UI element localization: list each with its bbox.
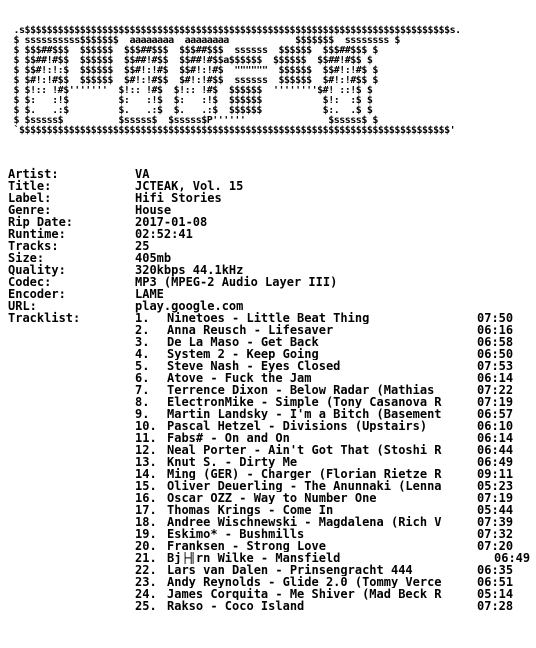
info-label: Rip Date: xyxy=(8,215,74,229)
track-row xyxy=(135,600,535,612)
info-label: Runtime: xyxy=(8,227,66,241)
track-title: Lars van Dalen - Prinsengracht 444 xyxy=(167,564,413,576)
info-value: LAME xyxy=(135,287,164,301)
info-label: Size: xyxy=(8,251,45,265)
track-duration: 07:39 xyxy=(477,515,514,529)
track-number: 24. xyxy=(135,587,157,601)
banner-line: $ $: :!$ $: :!$ $: :!$ $$$$$$ $!: :$ $ xyxy=(8,95,373,106)
info-label: Label: xyxy=(8,191,52,205)
track-number: 3. xyxy=(135,335,150,349)
track-number: 7. xyxy=(135,383,150,397)
banner-line: `$$$$$$$$$$$$$$$$$$$$$$$$$$$$$$$$$$$$$$$$$$$$$$$$$$$$$$$$$$$$$$$$$$$$$$$$$$$$$$' xyxy=(8,125,456,136)
track-title: Bj├╢rn Wilke - Mansfield xyxy=(167,552,341,564)
banner-line: $ $. .:$ $. .:$ $. .:$ $$$$$$ $:. .$ $ xyxy=(8,105,373,116)
track-duration: 05:23 xyxy=(477,479,514,493)
track-duration: 07:28 xyxy=(477,599,514,613)
track-duration: 07:22 xyxy=(477,383,514,397)
track-number: 18. xyxy=(135,515,157,529)
track-number: 14. xyxy=(135,467,157,481)
track-number: 12. xyxy=(135,443,157,457)
track-duration: 06:14 xyxy=(477,371,514,385)
banner-line: $ $sssss$ $sssss$ $sssss$P'''''' $sssss$ $ xyxy=(8,115,378,126)
track-title: James Corquita - Me Shiver (Mad Beck R xyxy=(167,588,442,600)
info-label: Encoder: xyxy=(8,287,66,301)
track-duration: 05:44 xyxy=(477,503,514,517)
track-row xyxy=(135,348,535,360)
track-row xyxy=(135,564,535,576)
track-duration: 05:14 xyxy=(477,587,514,601)
track-duration: 07:19 xyxy=(477,491,514,505)
track-number: 25. xyxy=(135,599,157,613)
track-title: Andy Reynolds - Glide 2.0 (Tommy Verce xyxy=(167,576,442,588)
track-title: De La Maso - Get Back xyxy=(167,336,319,348)
track-duration: 07:32 xyxy=(477,527,514,541)
track-row xyxy=(135,468,535,480)
track-number: 6. xyxy=(135,371,150,385)
track-number: 16. xyxy=(135,491,157,505)
track-title: Oscar OZZ - Way to Number One xyxy=(167,492,377,504)
track-number: 13. xyxy=(135,455,157,469)
track-duration: 06:49 xyxy=(477,455,514,469)
track-title: Steve Nash - Eyes Closed xyxy=(167,360,341,372)
track-duration: 06:49 xyxy=(494,551,531,565)
info-row xyxy=(8,216,528,228)
track-duration: 06:44 xyxy=(477,443,514,457)
banner-line: $ $!:: !#$''''''' $!:: !#$ $!:: !#$ $$$$$$ ''''''''$#! ::!$ $ xyxy=(8,85,373,96)
track-title: Atove - Fuck the Jam xyxy=(167,372,312,384)
track-number: 15. xyxy=(135,479,157,493)
info-row xyxy=(8,252,528,264)
track-row xyxy=(135,492,535,504)
track-title: Pascal Hetzel - Divisions (Upstairs) xyxy=(167,420,428,432)
track-row xyxy=(135,360,535,372)
track-title: Terrence Dixon - Below Radar (Mathias xyxy=(167,384,435,396)
track-title: Andree Wischnewski - Magdalena (Rich V xyxy=(167,516,442,528)
track-row xyxy=(135,552,535,564)
info-row xyxy=(8,228,528,240)
info-row xyxy=(8,288,528,300)
track-duration: 06:58 xyxy=(477,335,514,349)
track-title: Fabs# - On and On xyxy=(167,432,290,444)
info-value: MP3 (MPEG-2 Audio Layer III) xyxy=(135,275,338,289)
track-number: 20. xyxy=(135,539,157,553)
info-value: VA xyxy=(135,167,150,181)
track-row xyxy=(135,336,535,348)
info-value: 405mb xyxy=(135,251,172,265)
info-row xyxy=(8,204,528,216)
banner-line: $ $$#!:!:$ $$$$$$ $$#!:!#$ $$#!:!#$ """""" $$$$$$ $$#!:!#$ $ xyxy=(8,65,378,76)
track-number: 17. xyxy=(135,503,157,517)
info-label: Artist: xyxy=(8,167,59,181)
track-title: Neal Porter - Ain't Got That (Stoshi R xyxy=(167,444,442,456)
track-title: Franksen - Strong Love xyxy=(167,540,326,552)
track-number: 2. xyxy=(135,323,150,337)
track-row xyxy=(135,384,535,396)
info-value: Hifi Stories xyxy=(135,191,222,205)
banner-line: $ $$##!#$$ $$$$$$ $$##!#$$ $$##!#$$a$$$$$$ $$$$$$ $$##!#$$ $ xyxy=(8,55,373,66)
track-title: Anna Reusch - Lifesaver xyxy=(167,324,334,336)
track-number: 10. xyxy=(135,419,157,433)
track-row xyxy=(135,504,535,516)
track-duration: 07:53 xyxy=(477,359,514,373)
track-title: ElectronMike - Simple (Tony Casanova R xyxy=(167,396,442,408)
info-value: 320kbps 44.1kHz xyxy=(135,263,244,277)
info-label: URL: xyxy=(8,299,37,313)
track-duration: 06:57 xyxy=(477,407,514,421)
track-duration: 07:20 xyxy=(477,539,514,553)
banner-line: $ ssssssssss$$$$$$$ aaaaaaaa aaaaaaaa $$$$$$$ ssssssss $ xyxy=(8,35,400,46)
track-number: 4. xyxy=(135,347,150,361)
info-label: Codec: xyxy=(8,275,52,289)
track-duration: 06:10 xyxy=(477,419,514,433)
track-number: 5. xyxy=(135,359,150,373)
info-row xyxy=(8,168,528,180)
info-value: play.google.com xyxy=(135,299,244,313)
track-row xyxy=(135,372,535,384)
track-row xyxy=(135,420,535,432)
track-duration: 06:51 xyxy=(477,575,514,589)
track-number: 21. xyxy=(135,551,157,565)
track-title: Martin Landsky - I'm a Bitch (Basement xyxy=(167,408,442,420)
track-duration: 07:50 xyxy=(477,311,514,325)
info-value: JCTEAK, Vol. 15 xyxy=(135,179,244,193)
track-number: 23. xyxy=(135,575,157,589)
track-row xyxy=(135,588,535,600)
track-row xyxy=(135,408,535,420)
info-value: 02:52:41 xyxy=(135,227,193,241)
track-duration: 06:14 xyxy=(477,431,514,445)
track-duration: 07:19 xyxy=(477,395,514,409)
info-label: Title: xyxy=(8,179,52,193)
info-label: Tracklist: xyxy=(8,311,81,325)
track-title: Rakso - Coco Island xyxy=(167,600,305,612)
track-duration: 06:50 xyxy=(477,347,514,361)
info-value: 2017-01-08 xyxy=(135,215,208,229)
track-row xyxy=(135,516,535,528)
track-title: Ninetoes - Little Beat Thing xyxy=(167,312,370,324)
track-row xyxy=(135,540,535,552)
info-label: Genre: xyxy=(8,203,52,217)
track-title: Oliver Deuerling - The Anunnaki (Lenna xyxy=(167,480,442,492)
track-title: System 2 - Keep Going xyxy=(167,348,319,360)
track-row xyxy=(135,576,535,588)
tracklist xyxy=(135,312,535,612)
track-duration: 06:16 xyxy=(477,323,514,337)
release-info xyxy=(8,168,528,324)
track-number: 11. xyxy=(135,431,157,445)
track-row xyxy=(135,324,535,336)
track-title: Eskimo* - Bushmills xyxy=(167,528,305,540)
track-title: Knut S. - Dirty Me xyxy=(167,456,298,468)
track-number: 9. xyxy=(135,407,150,421)
banner-line: $ $$$##$$$ $$$$$$ $$$##$$$ $$$##$$$ ssssss $$$$$$ $$$##$$$ $ xyxy=(8,45,378,56)
track-number: 19. xyxy=(135,527,157,541)
info-row xyxy=(8,276,528,288)
track-number: 22. xyxy=(135,563,157,577)
track-row xyxy=(135,396,535,408)
track-row xyxy=(135,456,535,468)
banner-line: $ $#!:!#$$ $$$$$$ $#!:!#$$ $#!:!#$$ ssssss $$$$$$ $#!:!#$$ $ xyxy=(8,75,378,86)
track-title: Thomas Krings - Come In xyxy=(167,504,334,516)
track-row xyxy=(135,312,535,324)
track-row xyxy=(135,480,535,492)
banner-line: .s$$$$$$$$$$$$$$$$$$$$$$$$$$$$$$$$$$$$$$$$$$$$$$$$$$$$$$$$$$$$$$$$$$$$$$$$$$$$$s. xyxy=(8,25,461,36)
info-row xyxy=(8,240,528,252)
info-value: House xyxy=(135,203,172,217)
track-duration: 09:11 xyxy=(477,467,514,481)
track-row xyxy=(135,444,535,456)
track-row xyxy=(135,528,535,540)
track-number: 8. xyxy=(135,395,150,409)
info-row xyxy=(8,192,528,204)
info-row xyxy=(8,180,528,192)
track-title: Ming (GER) - Charger (Florian Rietze R xyxy=(167,468,442,480)
info-row xyxy=(8,300,528,312)
track-row xyxy=(135,432,535,444)
track-number: 1. xyxy=(135,311,150,325)
info-label: Tracks: xyxy=(8,239,59,253)
info-label: Quality: xyxy=(8,263,66,277)
track-duration: 06:35 xyxy=(477,563,514,577)
info-value: 25 xyxy=(135,239,150,253)
ascii-art-banner xyxy=(8,26,461,136)
